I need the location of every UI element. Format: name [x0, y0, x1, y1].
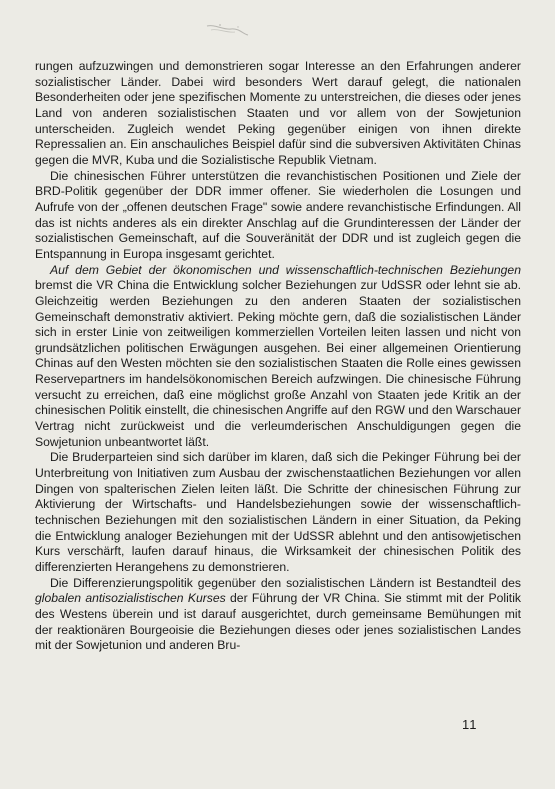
paragraph-text: der Führung der VR China. Sie stimmt mit der Politik des Westens überein und ist darauf ausgerichtet, durch gemeinsame Bemühungen mit der reaktionären Bourgeoisie die Beziehungen dieses oder jenes sozialistischen Landes mit der Sowjetunion und anderen Bru- [35, 591, 521, 653]
emphasized-text: Auf dem Gebiet der ökonomischen und wissenschaftlich-technischen Beziehungen [50, 262, 521, 277]
paragraph-p2 [35, 169, 521, 263]
paragraph-text: Die Bruderparteien sind sich darüber im klaren, daß sich die Pekinger Führung bei der Unterbreitung von Initiativen zum Ausbau der zwischenstaatlichen Beziehungen vor allen Dingen von spalterischen Zielen leiten läßt. Die Schritte der chinesischen Führung zur Aktivierung der Wirtschafts- und Handelsbeziehungen sowie der wissenschaftlich-technischen Beziehungen mit den sozialistischen Ländern in einer Situation, da Peking die Entwicklung analoger Beziehungen mit der UdSSR ablehnt und den antisowjetischen Kurs verschärft, laufen darauf hinaus, die Wirksamkeit der chinesischen Politik des differenzierten Herangehens zu demonstrieren. [35, 450, 521, 574]
paragraph-text: rungen aufzuzwingen und demonstrieren sogar Interesse an den Erfahrungen anderer sozialistischer Länder. Dabei wird besonders Wert darauf gelegt, die nationalen Besonderheiten oder jene spezifischen Momente zu unterstreichen, die dieses oder jenes Land von anderen sozialistischen Staaten und vor allem von der Sowjetunion unterscheiden. Zugleich wendet Peking gegenüber einigen von ihnen direkte Repressalien an. Ein anschauliches Beispiel dafür sind die subversiven Aktivitäten Chinas gegen die MVR, Kuba und die Sozialistische Republik Vietnam. [35, 59, 521, 167]
paragraph-text: Die Differenzierungspolitik gegenüber den sozialistischen Ländern ist Bestandteil des [50, 575, 521, 590]
body-text [35, 59, 521, 654]
page-number: 11 [462, 717, 478, 732]
paragraph-p4 [35, 450, 521, 575]
emphasized-text: globalen antisozialistischen Kurses [35, 591, 226, 606]
paragraph-text: Die chinesischen Führer unterstützen die revanchistischen Positionen und Ziele der BRD-Politik gegenüber der DDR immer offener. Sie wiederholen die Losungen und Aufrufe von der „offenen deutschen Frage" sowie andere revanchistische Erfindungen. All das ist nichts anderes als ein direkter Anschlag auf die Grundinteressen der Länder der sozialistischen Gemeinschaft, auf die Souveränität der DDR und ist zugleich gegen die Entspannung in Europa insgesamt gerichtet. [35, 168, 521, 261]
paragraph-p5 [35, 576, 521, 654]
paragraph-p1 [35, 59, 521, 169]
paragraph-text: bremst die VR China die Entwicklung solcher Beziehungen zur UdSSR oder lehnt sie ab. Gleichzeitig werden Beziehungen zu den anderen Staaten der sozialistischen Gemeinschaft demonstrativ aktiviert. Peking möchte gern, daß die sozialistischen Länder sich in erster Linie von zeitweiligen kommerziellen Vorteilen leiten lassen und nicht von grundsätzlichen politischen Erwägungen ausgehen. Bei einer allgemeinen Orientierung Chinas auf den Westen möchten sie den sozialistischen Staaten die Rolle eines gewissen Reservepartners im handelsökonomischen Bereich aufzwingen. Die chinesische Führung versucht zu erreichen, daß eine möglichst große Anzahl von Staaten jede Kritik an der chinesischen Politik einstellt, die chinesischen Angriffe auf den RGW und den Warschauer Vertrag nicht zurückweist und die verleumderischen Anschuldigungen gegen die Sowjetunion unbeantwortet läßt. [35, 278, 521, 449]
ink-smudge-mark [205, 22, 250, 38]
paragraph-p3 [35, 263, 521, 451]
